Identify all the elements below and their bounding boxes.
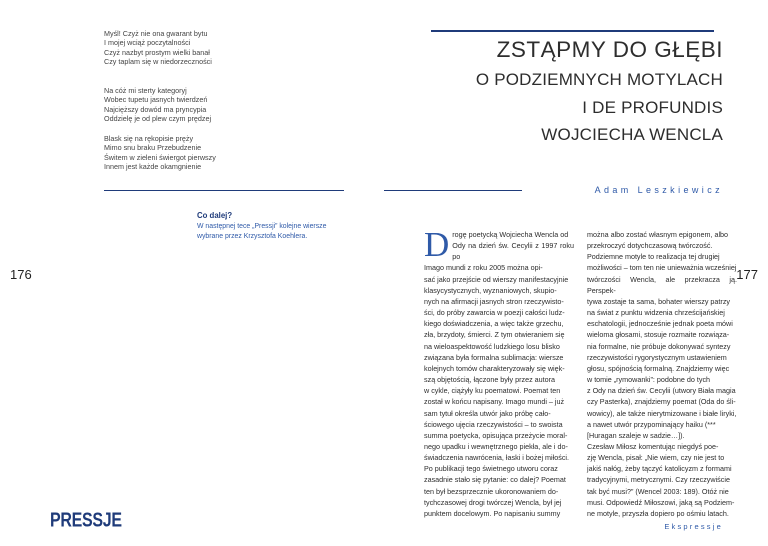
- body-line: wieloma głosami, stosuje rozmaite rozwiąza-: [587, 330, 730, 340]
- body-line: w cykle, ciążyły ku poematowi. Poemat ten: [424, 386, 561, 396]
- body-line: na wieloaspektowość ludzkiego losu blisko: [424, 341, 560, 351]
- body-line: przekroczyć dotychczasową twórczość.: [587, 241, 713, 251]
- poem-line: Blask się na rękopisie pręży: [104, 134, 194, 143]
- body-line: twórczości Wencla, ale przekracza ją. Perspek-: [587, 274, 737, 295]
- body-line: rogę poetycką Wojciecha Wencla od: [452, 230, 569, 239]
- body-column-1: [424, 225, 574, 519]
- right-page: [384, 0, 768, 546]
- body-line: tradycyjnymi, metrycznymi. Czy rzeczywiście: [587, 475, 730, 485]
- page-number-right: 177: [736, 267, 758, 282]
- body-line: punktem docelowym. Po napisaniu summy: [424, 508, 561, 518]
- body-line: a nawet utwór przypominający haiku (***: [587, 419, 716, 429]
- body-line: ściowego ujęcia rzeczywistości – to swoista: [424, 419, 563, 429]
- body-line: z Ody na dzień św. Cecylii (utwory Biała magia: [587, 386, 736, 396]
- poem-line: I mojej wciąż poczytalności: [104, 38, 191, 48]
- article-subtitle-line: WOJCIECHA WENCLA: [541, 125, 723, 144]
- poem-line: Wobec tupetu jasnych twierdzeń: [104, 95, 208, 105]
- poem-line: Innem jest każde okamgnienie: [104, 162, 202, 172]
- poem-line: Czyż nazbyt prostym wielki banał: [104, 47, 210, 57]
- body-line: na świat z punktu widzenia chrześcijańskiej: [587, 308, 725, 318]
- body-line: tychczasowej drogi twórczej Wencla, był jej: [424, 497, 562, 507]
- poem-line: Świtem w zieleni świergot pierwszy: [104, 152, 216, 162]
- body-line: rzeczywistości rygorystycznym ustawieniem: [587, 352, 727, 362]
- body-line: tywa zostaje ta sama, bohater wierszy patrzy: [587, 296, 731, 306]
- body-line: Po publikacji tego świetnego utworu coraz: [424, 464, 558, 474]
- body-line: Ody na dzień św. Cecylii z 1997 roku po: [452, 241, 574, 262]
- next-issue-line: W następnej tece „Pressji” kolejne wiersze: [197, 223, 327, 230]
- body-line: związana była formalna sublimacja: wiersze: [424, 352, 564, 362]
- body-line: głosu, spójnością formalną. Znajdziemy więc: [587, 363, 730, 373]
- body-line: zję Wencla, pisał: „Nie wiem, czy nie jest to: [587, 453, 725, 463]
- poem-line: Mimo snu braku Przebudzenie: [104, 143, 202, 153]
- pressje-logo: PRESSJE: [50, 510, 122, 532]
- body-line: możliwości – tom ten nie unieważnia wcześniej: [587, 263, 737, 273]
- body-line: zasadnie stało się pytanie: co dalej? Poemat: [424, 475, 566, 485]
- poem-line: Myśl! Czyż nie ona gwarant bytu: [104, 29, 208, 38]
- drop-cap: D: [424, 225, 450, 264]
- poem-stanza-3: [104, 134, 354, 172]
- poem-stanza-2: [104, 86, 354, 124]
- body-line: kiego doświadczenia, a więc także grzechu,: [424, 319, 564, 329]
- body-line: klasycystycznych, wyznaniowych, skupio-: [424, 285, 557, 295]
- article-subtitle-line: I DE PROFUNDIS: [582, 98, 723, 117]
- next-issue-text: [197, 222, 347, 241]
- body-line: ne motyle, przyszła dopiero po ośmiu latach.: [587, 508, 729, 518]
- body-line: tak być musi?” (Wencel 2003: 189). Otóż nie: [587, 486, 729, 496]
- body-line: jakiś nałóg, żeby tączyć katolicyzm z formami: [587, 464, 732, 474]
- article-subtitle-line: O PODZIEMNYCH MOTYLACH: [475, 70, 723, 89]
- body-column-2: [587, 229, 737, 519]
- poem-line: Oddzielę je od plew czym prędzej: [104, 114, 212, 124]
- body-line: Podziemne motyle to realizacja tej drugiej: [587, 252, 720, 262]
- body-line: nia formalne, nie próbuje dokonywać syntezy: [587, 341, 731, 351]
- poem-stanza-1: [104, 29, 354, 67]
- article-title: ZSTĄPMY DO GŁĘBI: [496, 37, 723, 62]
- poem-line: Na cóż mi sterty kategoryj: [104, 86, 187, 95]
- body-line: ten był bezsprzecznie ukoronowaniem do-: [424, 486, 559, 496]
- body-line: sam tytuł określa utwór jako próbę cało-: [424, 408, 551, 418]
- body-line: summa poetycka, opisująca przeżycie moral-: [424, 430, 568, 440]
- body-line: Imago mundi z roku 2005 można opi-: [424, 263, 543, 273]
- body-line: zła, brzydoty, śmierci. Z tym otwieraniem się: [424, 330, 565, 340]
- body-line: w tomie „rymowanki”: podobne do tych: [587, 375, 711, 385]
- body-line: [Huragan szaleje w sadzie…]).: [587, 430, 685, 440]
- page-number-left: 176: [10, 267, 32, 282]
- body-line: eschatologii, jednocześnie jednak poeta mówi: [587, 319, 733, 329]
- body-line: musi. Odpowiedź Miłoszowi, jaką są Podziem-: [587, 497, 735, 507]
- divider-rule: [104, 190, 344, 191]
- body-line: nego upadku i wewnętrznego piekła, ale i do-: [424, 441, 568, 451]
- next-issue-title: Co dalej?: [197, 211, 233, 220]
- body-line: kolejnych tomów charakteryzowały się więk-: [424, 363, 565, 373]
- body-line: można albo zostać własnym epigonem, albo: [587, 230, 729, 239]
- author-name: Adam Leszkiewicz: [594, 185, 723, 195]
- body-line: Czesław Miłosz komentując niegdyś poe-: [587, 441, 719, 451]
- body-line: szą objętością, łączone były przez autora: [424, 375, 556, 385]
- body-line: sać jako przejście od wierszy manifestacyjnie: [424, 274, 569, 284]
- body-line: świadczenia nawrócenia, łaski i bożej miłości.: [424, 453, 570, 463]
- next-issue-line: wybrane przez Krzysztofa Koehlera.: [197, 232, 308, 240]
- poem-line: Najcięższy dowód ma pryncypia: [104, 104, 207, 114]
- body-line: został w końcu napisany. Imago mundi – już: [424, 397, 565, 407]
- body-line: wowicy), ale także nierytmizowane i białe liryki,: [587, 408, 737, 418]
- author-rule: [384, 190, 522, 191]
- poem-line: Czy taplam się w niedorzeczności: [104, 57, 212, 67]
- body-line: nych na afirmacji jasnych stron rzeczywisto-: [424, 296, 564, 306]
- title-rule: [431, 30, 714, 32]
- body-line: czy Pasterka), znajdziemy poemat (Oda do śli-: [587, 397, 736, 407]
- section-footer: Ekspressje: [664, 522, 723, 531]
- body-line: ści, do próby zawarcia w poezji całości ludz-: [424, 308, 565, 318]
